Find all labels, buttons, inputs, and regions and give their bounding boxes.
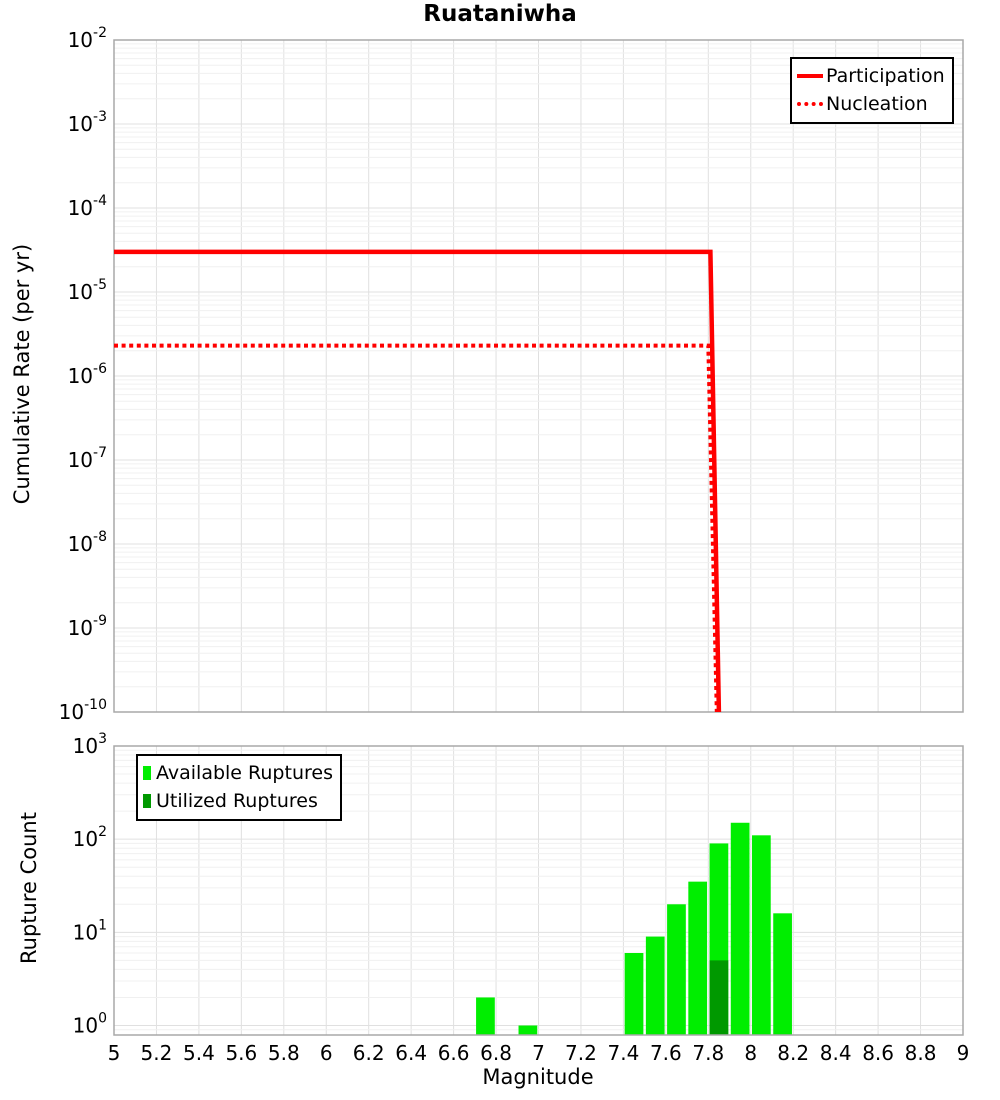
x-axis-label: Magnitude bbox=[482, 1065, 594, 1089]
x-tick-label: 6.2 bbox=[352, 1041, 385, 1065]
x-tick-label: 6.8 bbox=[480, 1041, 512, 1065]
rupture-legend bbox=[136, 754, 342, 821]
y-tick-label: $10^{-7}$ bbox=[67, 445, 107, 472]
bar-available-ruptures-m7.9 bbox=[731, 823, 750, 1035]
x-tick-label: 8 bbox=[744, 1041, 758, 1065]
x-tick-label: 5.4 bbox=[182, 1041, 215, 1065]
legend-entry-available bbox=[143, 759, 333, 787]
nucleation-line bbox=[114, 346, 717, 712]
x-tick-label: 6.4 bbox=[395, 1041, 428, 1065]
y-tick-label: $10^{-8}$ bbox=[67, 529, 107, 556]
x-tick-label: 7.4 bbox=[607, 1041, 640, 1065]
x-tick-label: 6 bbox=[319, 1041, 333, 1065]
legend-entry-participation bbox=[797, 62, 945, 90]
x-tick-label: 7.8 bbox=[692, 1041, 725, 1065]
participation-line bbox=[114, 252, 719, 712]
bar-available-ruptures-m8 bbox=[752, 835, 771, 1035]
bar-available-ruptures-m8.1 bbox=[773, 913, 792, 1035]
bar-available-ruptures-m7.6 bbox=[667, 904, 686, 1035]
x-tick-label: 5.6 bbox=[225, 1041, 258, 1065]
x-tick-label: 7 bbox=[532, 1041, 545, 1065]
chart-title: Ruataniwha bbox=[423, 1, 577, 27]
bar-available-ruptures-m7.7 bbox=[688, 882, 707, 1035]
participation-line-swatch bbox=[797, 74, 823, 78]
legend-label-nucleation: Nucleation bbox=[826, 93, 928, 115]
bar-available-ruptures-m7.5 bbox=[646, 937, 665, 1035]
y-tick-label: $10^{-4}$ bbox=[67, 193, 107, 220]
y-tick-label: $10^1$ bbox=[72, 917, 107, 945]
y-tick-label: $10^0$ bbox=[72, 1010, 107, 1038]
x-tick-label: 8.4 bbox=[819, 1041, 852, 1065]
legend-label-available: Available Ruptures bbox=[156, 762, 333, 784]
utilized-ruptures-swatch bbox=[143, 794, 151, 808]
x-tick-label: 6.6 bbox=[437, 1041, 470, 1065]
y-tick-label: $10^{-9}$ bbox=[67, 613, 107, 640]
bar-available-ruptures-m6.7 bbox=[476, 997, 495, 1035]
y-tick-label: $10^{-5}$ bbox=[67, 277, 107, 304]
x-tick-label: 8.8 bbox=[904, 1041, 937, 1065]
bar-available-ruptures-m7.4 bbox=[625, 953, 644, 1035]
legend-entry-utilized bbox=[143, 787, 333, 815]
x-tick-label: 9 bbox=[956, 1041, 970, 1065]
x-tick-label: 8.2 bbox=[777, 1041, 810, 1065]
y-tick-label: $10^2$ bbox=[72, 824, 107, 852]
bar-available-ruptures-m6.9 bbox=[519, 1026, 538, 1036]
x-tick-label: 5.2 bbox=[140, 1041, 173, 1065]
x-tick-label: 7.2 bbox=[565, 1041, 597, 1065]
legend-label-participation: Participation bbox=[826, 65, 945, 87]
y-tick-label: $10^{-3}$ bbox=[67, 109, 107, 136]
legend-entry-nucleation bbox=[797, 90, 945, 118]
x-tick-label: 8.6 bbox=[862, 1041, 895, 1065]
available-ruptures-swatch bbox=[143, 766, 151, 780]
legend-label-utilized: Utilized Ruptures bbox=[156, 790, 318, 812]
x-tick-label: 5.8 bbox=[267, 1041, 300, 1065]
bottom-y-axis-label: Rupture Count bbox=[17, 812, 41, 964]
y-tick-label: $10^{-10}$ bbox=[58, 697, 107, 724]
bar-utilized-ruptures-m7.8 bbox=[710, 960, 729, 1035]
y-tick-label: $10^{-6}$ bbox=[67, 361, 107, 388]
top-y-axis-label: Cumulative Rate (per yr) bbox=[10, 243, 34, 505]
rate-legend bbox=[790, 57, 954, 124]
x-tick-label: 5 bbox=[107, 1041, 121, 1065]
y-tick-label: $10^3$ bbox=[72, 731, 107, 758]
nucleation-line-swatch bbox=[797, 102, 823, 106]
y-tick-label: $10^{-2}$ bbox=[67, 25, 107, 52]
x-tick-label: 7.6 bbox=[649, 1041, 682, 1065]
